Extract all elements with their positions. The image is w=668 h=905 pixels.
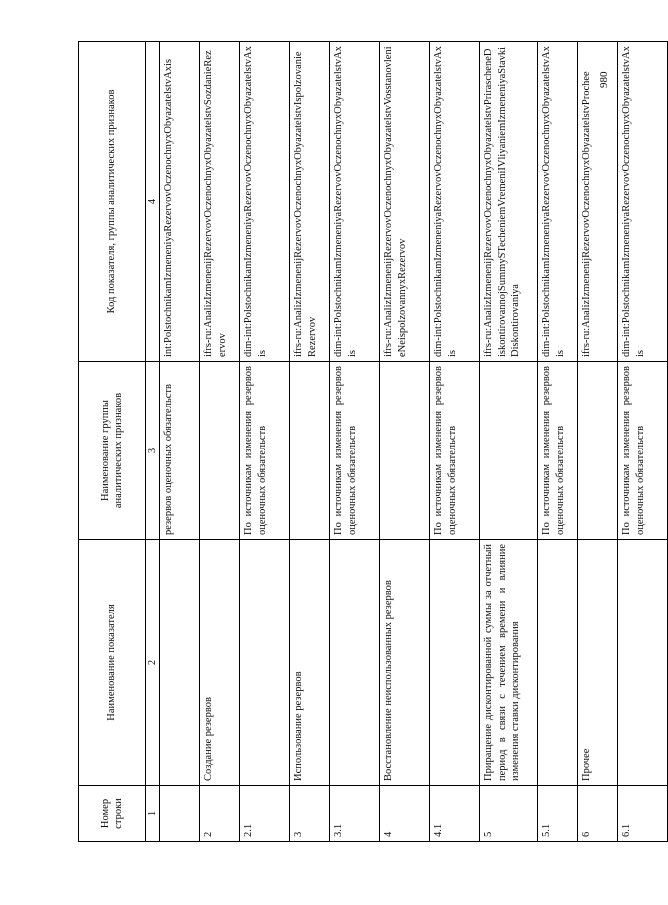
row-number: 3 xyxy=(290,786,330,842)
group-name: По источникам изменения резервов оценочных обязательств xyxy=(330,362,380,540)
row-number: 6.1 xyxy=(618,786,668,842)
column-number: 1 xyxy=(146,786,160,842)
row-number: 2 xyxy=(200,786,240,842)
group-name: По источникам изменения резервов оценочных обязательств xyxy=(618,362,668,540)
row-number: 6 xyxy=(578,786,618,842)
indicator-name: Создание резервов xyxy=(200,540,240,786)
group-name xyxy=(578,362,618,540)
indicator-code: dim-int:PolstochnikamIzmeneniyaRezervovOczenochnyxObyazatelstvAxis xyxy=(538,42,578,362)
indicator-code: int:PolstochnikamIzmeneniyaRezervovOczenochnyxObyazatelstvAxis xyxy=(160,42,200,362)
group-name xyxy=(480,362,538,540)
row-number: 2.1 xyxy=(240,786,290,842)
indicator-code: dim-int:PolstochnikamIzmeneniyaRezervovOczenochnyxObyazatelstvAxis xyxy=(430,42,480,362)
page-number xyxy=(598,60,618,120)
rotated-page xyxy=(78,42,646,842)
column-number: 3 xyxy=(146,362,160,540)
page-number-text: 980 xyxy=(598,71,610,88)
group-name xyxy=(380,362,430,540)
indicator-name xyxy=(538,540,578,786)
indicator-code: dim-int:PolstochnikamIzmeneniyaRezervovOczenochnyxObyazatelstvAxis xyxy=(330,42,380,362)
group-name: По источникам изменения резервов оценочных обязательств xyxy=(430,362,480,540)
indicator-code: ifrs-ru:AnalizIzmenenijRezervovOczenochnyxObyazatelstvVosstanovlenieNeispolzovannyxRezervov xyxy=(380,42,430,362)
group-name: По источникам изменения резервов оценочных обязательств xyxy=(538,362,578,540)
table-body xyxy=(160,42,668,842)
row-number: 4 xyxy=(380,786,430,842)
table-row xyxy=(480,42,538,842)
row-number: 4.1 xyxy=(430,786,480,842)
indicator-name: Использование резервов xyxy=(290,540,330,786)
table-row xyxy=(330,42,380,842)
indicator-name xyxy=(330,540,380,786)
indicator-name xyxy=(160,540,200,786)
indicator-name: Восстановление неиспользованных резервов xyxy=(380,540,430,786)
group-name xyxy=(290,362,330,540)
indicator-name xyxy=(618,540,668,786)
indicator-code: ifrs-ru:AnalizIzmenenijRezervovOczenochnyxObyazatelstvIspolzovanieRezervov xyxy=(290,42,330,362)
table-row xyxy=(240,42,290,842)
table-row xyxy=(538,42,578,842)
group-name: По источникам изменения резервов оценочных обязательств xyxy=(240,362,290,540)
group-name: резервов оценочных обязательств xyxy=(160,362,200,540)
row-number: 3.1 xyxy=(330,786,380,842)
indicator-name: Приращение дисконтированной суммы за отчетный период в связи с течением времени и влияние изменения ставки дисконтирования xyxy=(480,540,538,786)
table-row xyxy=(160,42,200,842)
column-number: 2 xyxy=(146,540,160,786)
group-name xyxy=(200,362,240,540)
indicator-code: ifrs-ru:AnalizIzmenenijRezervovOczenochnyxObyazatelstvSozdanieRezervov xyxy=(200,42,240,362)
indicator-name xyxy=(430,540,480,786)
indicator-code: ifrs-ru:AnalizIzmenenijRezervovOczenochnyxObyazatelstvProchee xyxy=(578,42,618,362)
column-number-row xyxy=(146,42,160,842)
column-number: 4 xyxy=(146,42,160,362)
table-row xyxy=(290,42,330,842)
table-row xyxy=(430,42,480,842)
header-code: Код показателя, группы аналитических признаков xyxy=(79,42,146,362)
table-row xyxy=(578,42,618,842)
header-row-number: Номер строки xyxy=(79,786,146,842)
indicator-name: Прочее xyxy=(578,540,618,786)
indicator-code: dim-int:PolstochnikamIzmeneniyaRezervovOczenochnyxObyazatelstvAxis xyxy=(240,42,290,362)
indicator-table xyxy=(78,41,668,842)
row-number xyxy=(160,786,200,842)
indicator-code: dim-int:PolstochnikamIzmeneniyaRezervovOczenochnyxObyazatelstvAxis xyxy=(618,42,668,362)
table-row xyxy=(380,42,430,842)
indicator-code: ifrs-ru:AnalizIzmenenijRezervovOczenochnyxObyazatelstvPrirascheneDiskontirovannojSummySTecheniemVremeniIVliyaniemIzmeneniyaStavkiDiskontirovaniya xyxy=(480,42,538,362)
table-header-row xyxy=(79,42,146,842)
table-row xyxy=(618,42,668,842)
row-number: 5 xyxy=(480,786,538,842)
row-number: 5.1 xyxy=(538,786,578,842)
indicator-name xyxy=(240,540,290,786)
table-row xyxy=(200,42,240,842)
header-group-name: Наименование группы аналитических признаков xyxy=(79,362,146,540)
header-indicator-name: Наименование показателя xyxy=(79,540,146,786)
